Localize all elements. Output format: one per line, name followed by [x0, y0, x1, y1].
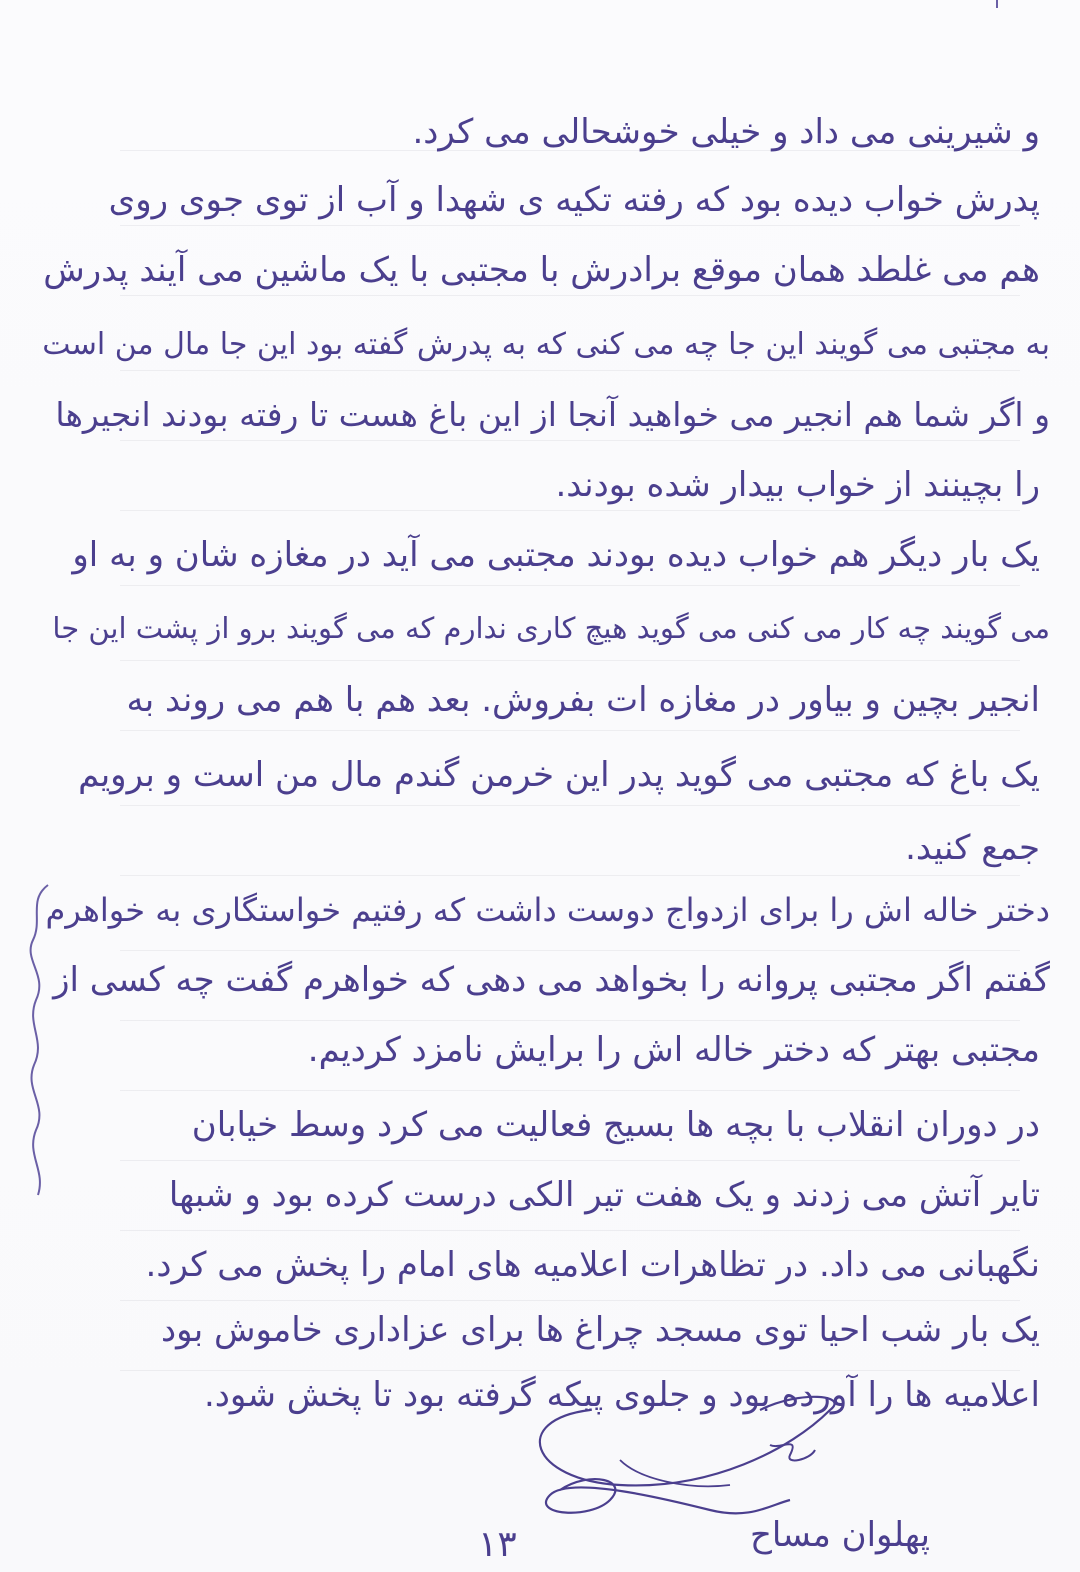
text-line: می گویند چه کار می کنی می گوید هیچ کاری ندارم که می گویند برو از پشت این جا	[52, 611, 1050, 645]
text-line: یک باغ که مجتبی می گوید پدر این خرمن گندم مال من است و برویم	[78, 755, 1040, 795]
text-line: در دوران انقلاب با بچه ها بسیج فعالیت می کرد وسط خیابان	[191, 1105, 1040, 1145]
text-line: تایر آتش می زدند و یک هفت تیر الکی درست کرده بود و شبها	[168, 1175, 1040, 1215]
text-line: هم می غلطد همان موقع برادرش با مجتبی با یک ماشین می آیند پدرش	[43, 250, 1040, 290]
text-line: مجتبی بهتر که دختر خاله اش را برایش نامزد کردیم.	[307, 1030, 1040, 1070]
signature-name: پهلوان مساح	[749, 1515, 930, 1555]
text-line: جمع کنید.	[905, 828, 1040, 868]
text-line: و اگر شما هم انجیر می خواهید آنجا از این باغ هست تا رفته بودند انجیرها	[55, 395, 1050, 434]
text-line: اعلامیه ها را آورده بود و جلوی پیکه گرفته بود تا پخش شود.	[203, 1375, 1040, 1415]
text-line: یک بار شب احیا توی مسجد چراغ ها برای عزاداری خاموش بود	[161, 1310, 1040, 1350]
text-line: را بچینند از خواب بیدار شده بودند.	[555, 465, 1040, 505]
page-number: ۱۳	[478, 1524, 517, 1565]
margin-bracket-squiggle	[18, 880, 58, 1200]
text-line: دختر خاله اش را برای ازدواج دوست داشت که رفتیم خواستگاری به خواهرم	[45, 891, 1050, 929]
text-line: پدرش خواب دیده بود که رفته تکیه ی شهدا و آب از توی جوی روی	[108, 180, 1040, 220]
text-line: نگهبانی می داد. در تظاهرات اعلامیه های امام را پخش می کرد.	[145, 1245, 1040, 1285]
text-line: به مجتبی می گویند این جا چه می کنی که به پدرش گفته بود این جا مال من است	[42, 327, 1050, 362]
text-line: گفتم اگر مجتبی پروانه را بخواهد می دهی که خواهرم گفت چه کسی از	[53, 960, 1050, 1000]
text-line: انجیر بچین و بیاور در مغازه ات بفروش. بعد هم با هم می روند به	[126, 680, 1040, 720]
text-line: و شیرینی می داد و خیلی خوشحالی می کرد.	[412, 112, 1040, 152]
text-line: یک بار دیگر هم خواب دیده بودند مجتبی می آید در مغازه شان و به او	[72, 535, 1040, 575]
